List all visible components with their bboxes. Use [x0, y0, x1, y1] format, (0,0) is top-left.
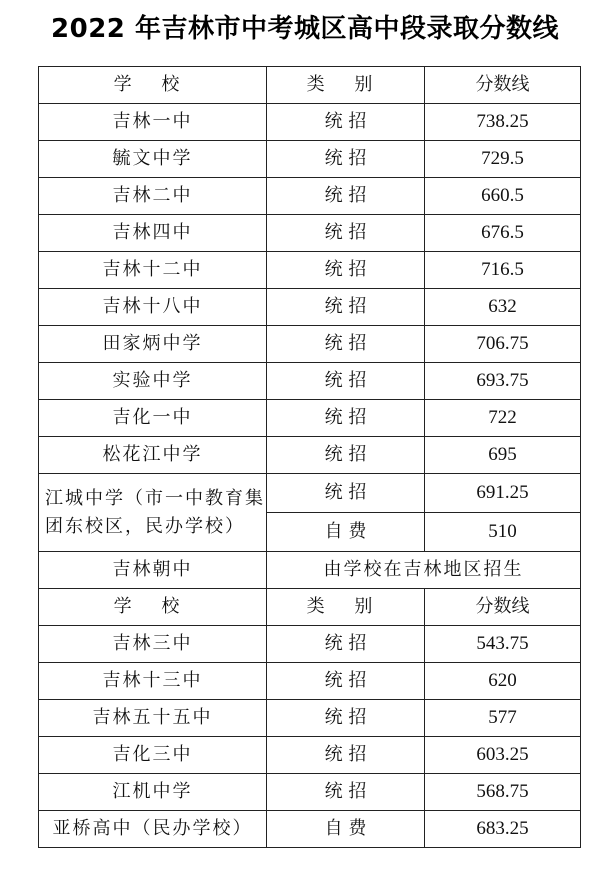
score: 695 [425, 437, 581, 474]
score: 683.25 [425, 811, 581, 848]
page-title: 2022 年吉林市中考城区高中段录取分数线 [51, 14, 559, 44]
table-row [39, 437, 581, 474]
school-name: 毓文中学 [39, 141, 267, 178]
table-header-row [39, 589, 581, 626]
category: 统 招 [267, 474, 425, 513]
score: 693.75 [425, 363, 581, 400]
table-row [39, 474, 581, 513]
table-header-row [39, 67, 581, 104]
score: 568.75 [425, 774, 581, 811]
school-name: 吉林十三中 [39, 663, 267, 700]
header-school: 学 校 [39, 589, 267, 626]
category: 自 费 [267, 811, 425, 848]
header-score: 分数线 [425, 589, 581, 626]
school-name: 吉林朝中 [39, 552, 267, 589]
school-name: 松花江中学 [39, 437, 267, 474]
school-name: 吉林三中 [39, 626, 267, 663]
admission-score-table [38, 66, 581, 848]
score: 676.5 [425, 215, 581, 252]
score: 691.25 [425, 474, 581, 513]
school-name: 江机中学 [39, 774, 267, 811]
table-row [39, 104, 581, 141]
school-name: 实验中学 [39, 363, 267, 400]
table-row [39, 811, 581, 848]
score: 577 [425, 700, 581, 737]
score: 738.25 [425, 104, 581, 141]
score: 722 [425, 400, 581, 437]
school-name: 田家炳中学 [39, 326, 267, 363]
category: 统 招 [267, 400, 425, 437]
table-row [39, 400, 581, 437]
category: 统 招 [267, 437, 425, 474]
table-row [39, 178, 581, 215]
table-row [39, 626, 581, 663]
school-name: 吉林五十五中 [39, 700, 267, 737]
score: 603.25 [425, 737, 581, 774]
header-score: 分数线 [425, 67, 581, 104]
table-row [39, 552, 581, 589]
score: 706.75 [425, 326, 581, 363]
category: 自 费 [267, 513, 425, 552]
table-row [39, 737, 581, 774]
category: 统 招 [267, 141, 425, 178]
table-row [39, 774, 581, 811]
category: 统 招 [267, 326, 425, 363]
category: 统 招 [267, 252, 425, 289]
score: 632 [425, 289, 581, 326]
category: 统 招 [267, 626, 425, 663]
category: 统 招 [267, 104, 425, 141]
table-row [39, 326, 581, 363]
table-row [39, 141, 581, 178]
category: 统 招 [267, 663, 425, 700]
category: 统 招 [267, 363, 425, 400]
score: 716.5 [425, 252, 581, 289]
category: 统 招 [267, 289, 425, 326]
category: 统 招 [267, 774, 425, 811]
header-category: 类 别 [267, 67, 425, 104]
table-row [39, 663, 581, 700]
score: 620 [425, 663, 581, 700]
category: 统 招 [267, 178, 425, 215]
school-name-jiangcheng: 江城中学（市一中教育集团东校区，民办学校） [39, 474, 267, 552]
school-name: 吉林一中 [39, 104, 267, 141]
table-row [39, 289, 581, 326]
table-row [39, 215, 581, 252]
category: 统 招 [267, 737, 425, 774]
table-row [39, 363, 581, 400]
table-row [39, 252, 581, 289]
school-name: 吉林二中 [39, 178, 267, 215]
score: 543.75 [425, 626, 581, 663]
school-name: 吉林十八中 [39, 289, 267, 326]
category: 统 招 [267, 215, 425, 252]
school-name: 亚桥高中（民办学校） [39, 811, 267, 848]
enrollment-note: 由学校在吉林地区招生 [267, 552, 581, 589]
score: 660.5 [425, 178, 581, 215]
school-name: 吉化一中 [39, 400, 267, 437]
header-school: 学 校 [39, 67, 267, 104]
score: 510 [425, 513, 581, 552]
school-name: 吉化三中 [39, 737, 267, 774]
school-name: 吉林十二中 [39, 252, 267, 289]
category: 统 招 [267, 700, 425, 737]
school-name: 吉林四中 [39, 215, 267, 252]
header-category: 类 别 [267, 589, 425, 626]
score: 729.5 [425, 141, 581, 178]
table-row [39, 700, 581, 737]
